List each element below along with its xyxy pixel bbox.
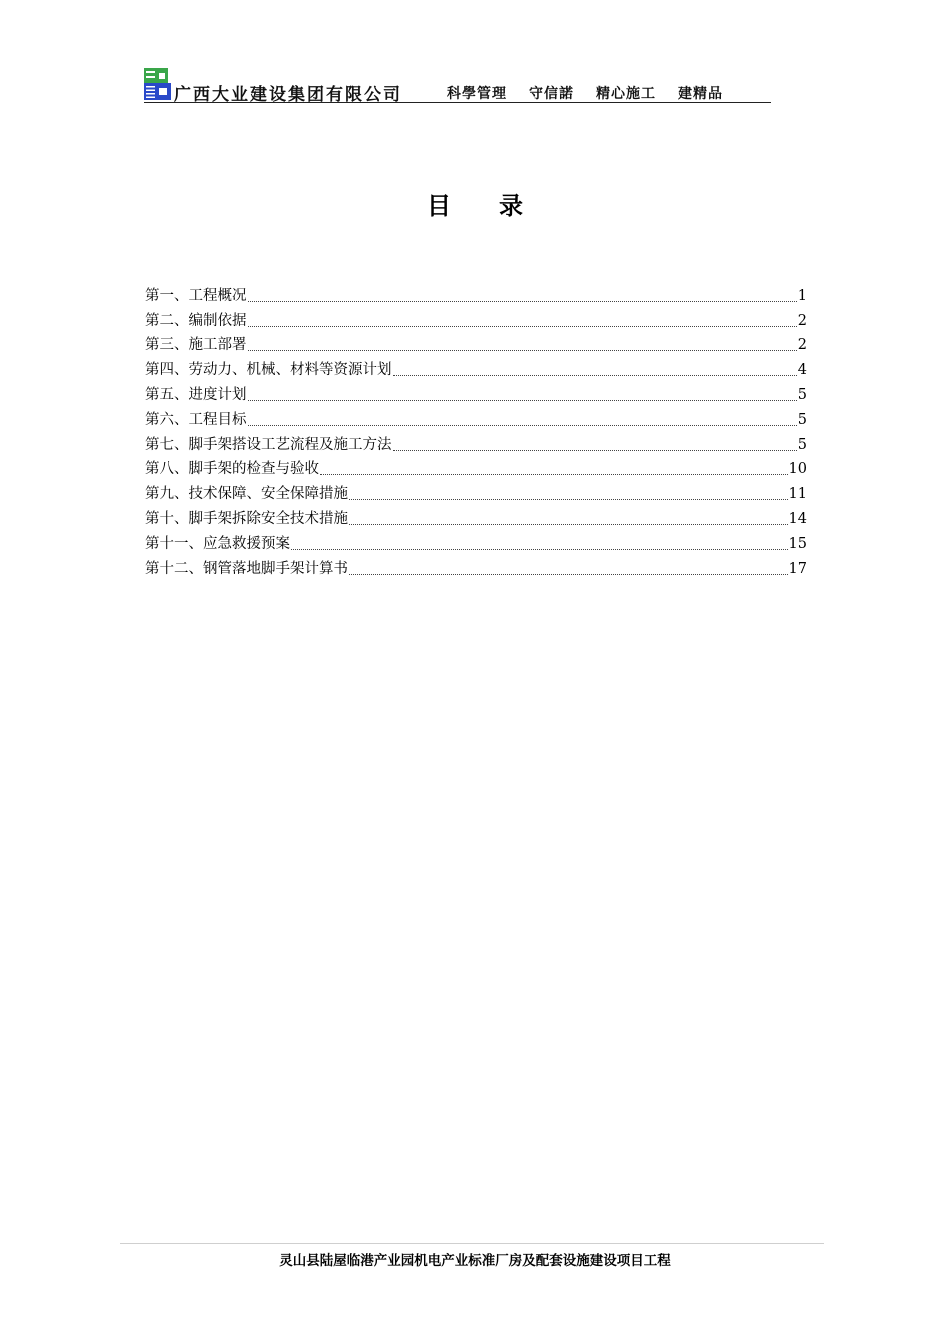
toc-entry-page: 11 [788,486,807,503]
toc-entry-label: 第五、进度计划 [145,386,247,403]
toc-leader [320,473,788,475]
toc-leader [291,548,788,550]
toc-leader [393,449,797,451]
toc-entry[interactable] [145,430,807,455]
toc-entry-page: 2 [797,312,807,329]
toc-entry[interactable] [145,380,807,405]
toc-entry[interactable] [145,355,807,380]
toc-entry-page: 5 [797,411,807,428]
toc-leader [349,498,788,500]
toc-entry-label: 第九、技术保障、安全保障措施 [145,486,348,503]
toc-entry-label: 第十一、应急救援预案 [145,535,290,552]
toc-leader [248,300,797,302]
company-name: 广西大业建设集团有限公司 [174,85,402,105]
toc-entry[interactable] [145,281,807,306]
toc-leader [248,424,797,426]
toc-title: 目录 [427,191,571,220]
toc-entry-label: 第八、脚手架的检查与验收 [145,461,319,478]
toc-leader [248,399,797,401]
toc-entry[interactable] [145,405,807,430]
toc-leader [248,349,797,351]
company-logo-icon [144,68,171,100]
toc-entry-page: 2 [797,337,807,354]
slogan-item: 守信諾 [529,86,574,102]
footer-divider [120,1243,824,1244]
toc-entry[interactable] [145,479,807,504]
toc-entry[interactable] [145,455,807,480]
toc-leader [349,573,788,575]
company-slogan [447,83,723,103]
toc-entry-page: 15 [788,535,807,552]
toc-entry-label: 第三、施工部署 [145,337,247,354]
slogan-item: 科學管理 [447,86,507,102]
toc-entry[interactable] [145,529,807,554]
toc-entry[interactable] [145,331,807,356]
toc-entry-page: 5 [797,386,807,403]
toc-entry-label: 第七、脚手架搭设工艺流程及施工方法 [145,436,392,453]
toc-entry-page: 17 [788,560,807,577]
toc-entry-label: 第一、工程概况 [145,287,247,304]
table-of-contents [145,281,807,579]
page-footer: 灵山县陆屋临港产业园机电产业标准厂房及配套设施建设项目工程 [279,1253,671,1269]
toc-entry[interactable] [145,306,807,331]
toc-entry-page: 14 [788,510,807,527]
page-header [144,66,771,103]
toc-entry-label: 第十二、钢管落地脚手架计算书 [145,560,348,577]
toc-entry-page: 4 [797,362,807,379]
toc-leader [349,523,788,525]
toc-entry-label: 第四、劳动力、机械、材料等资源计划 [145,362,392,379]
toc-leader [248,325,797,327]
toc-entry-page: 5 [797,436,807,453]
toc-leader [393,374,797,376]
toc-entry-label: 第二、编制依据 [145,312,247,329]
toc-entry[interactable] [145,504,807,529]
slogan-item: 建精品 [678,86,723,102]
toc-entry-label: 第十、脚手架拆除安全技术措施 [145,510,348,527]
toc-entry[interactable] [145,554,807,579]
slogan-item: 精心施工 [596,86,656,102]
toc-entry-label: 第六、工程目标 [145,411,247,428]
toc-entry-page: 1 [797,287,807,304]
toc-entry-page: 10 [788,461,807,478]
